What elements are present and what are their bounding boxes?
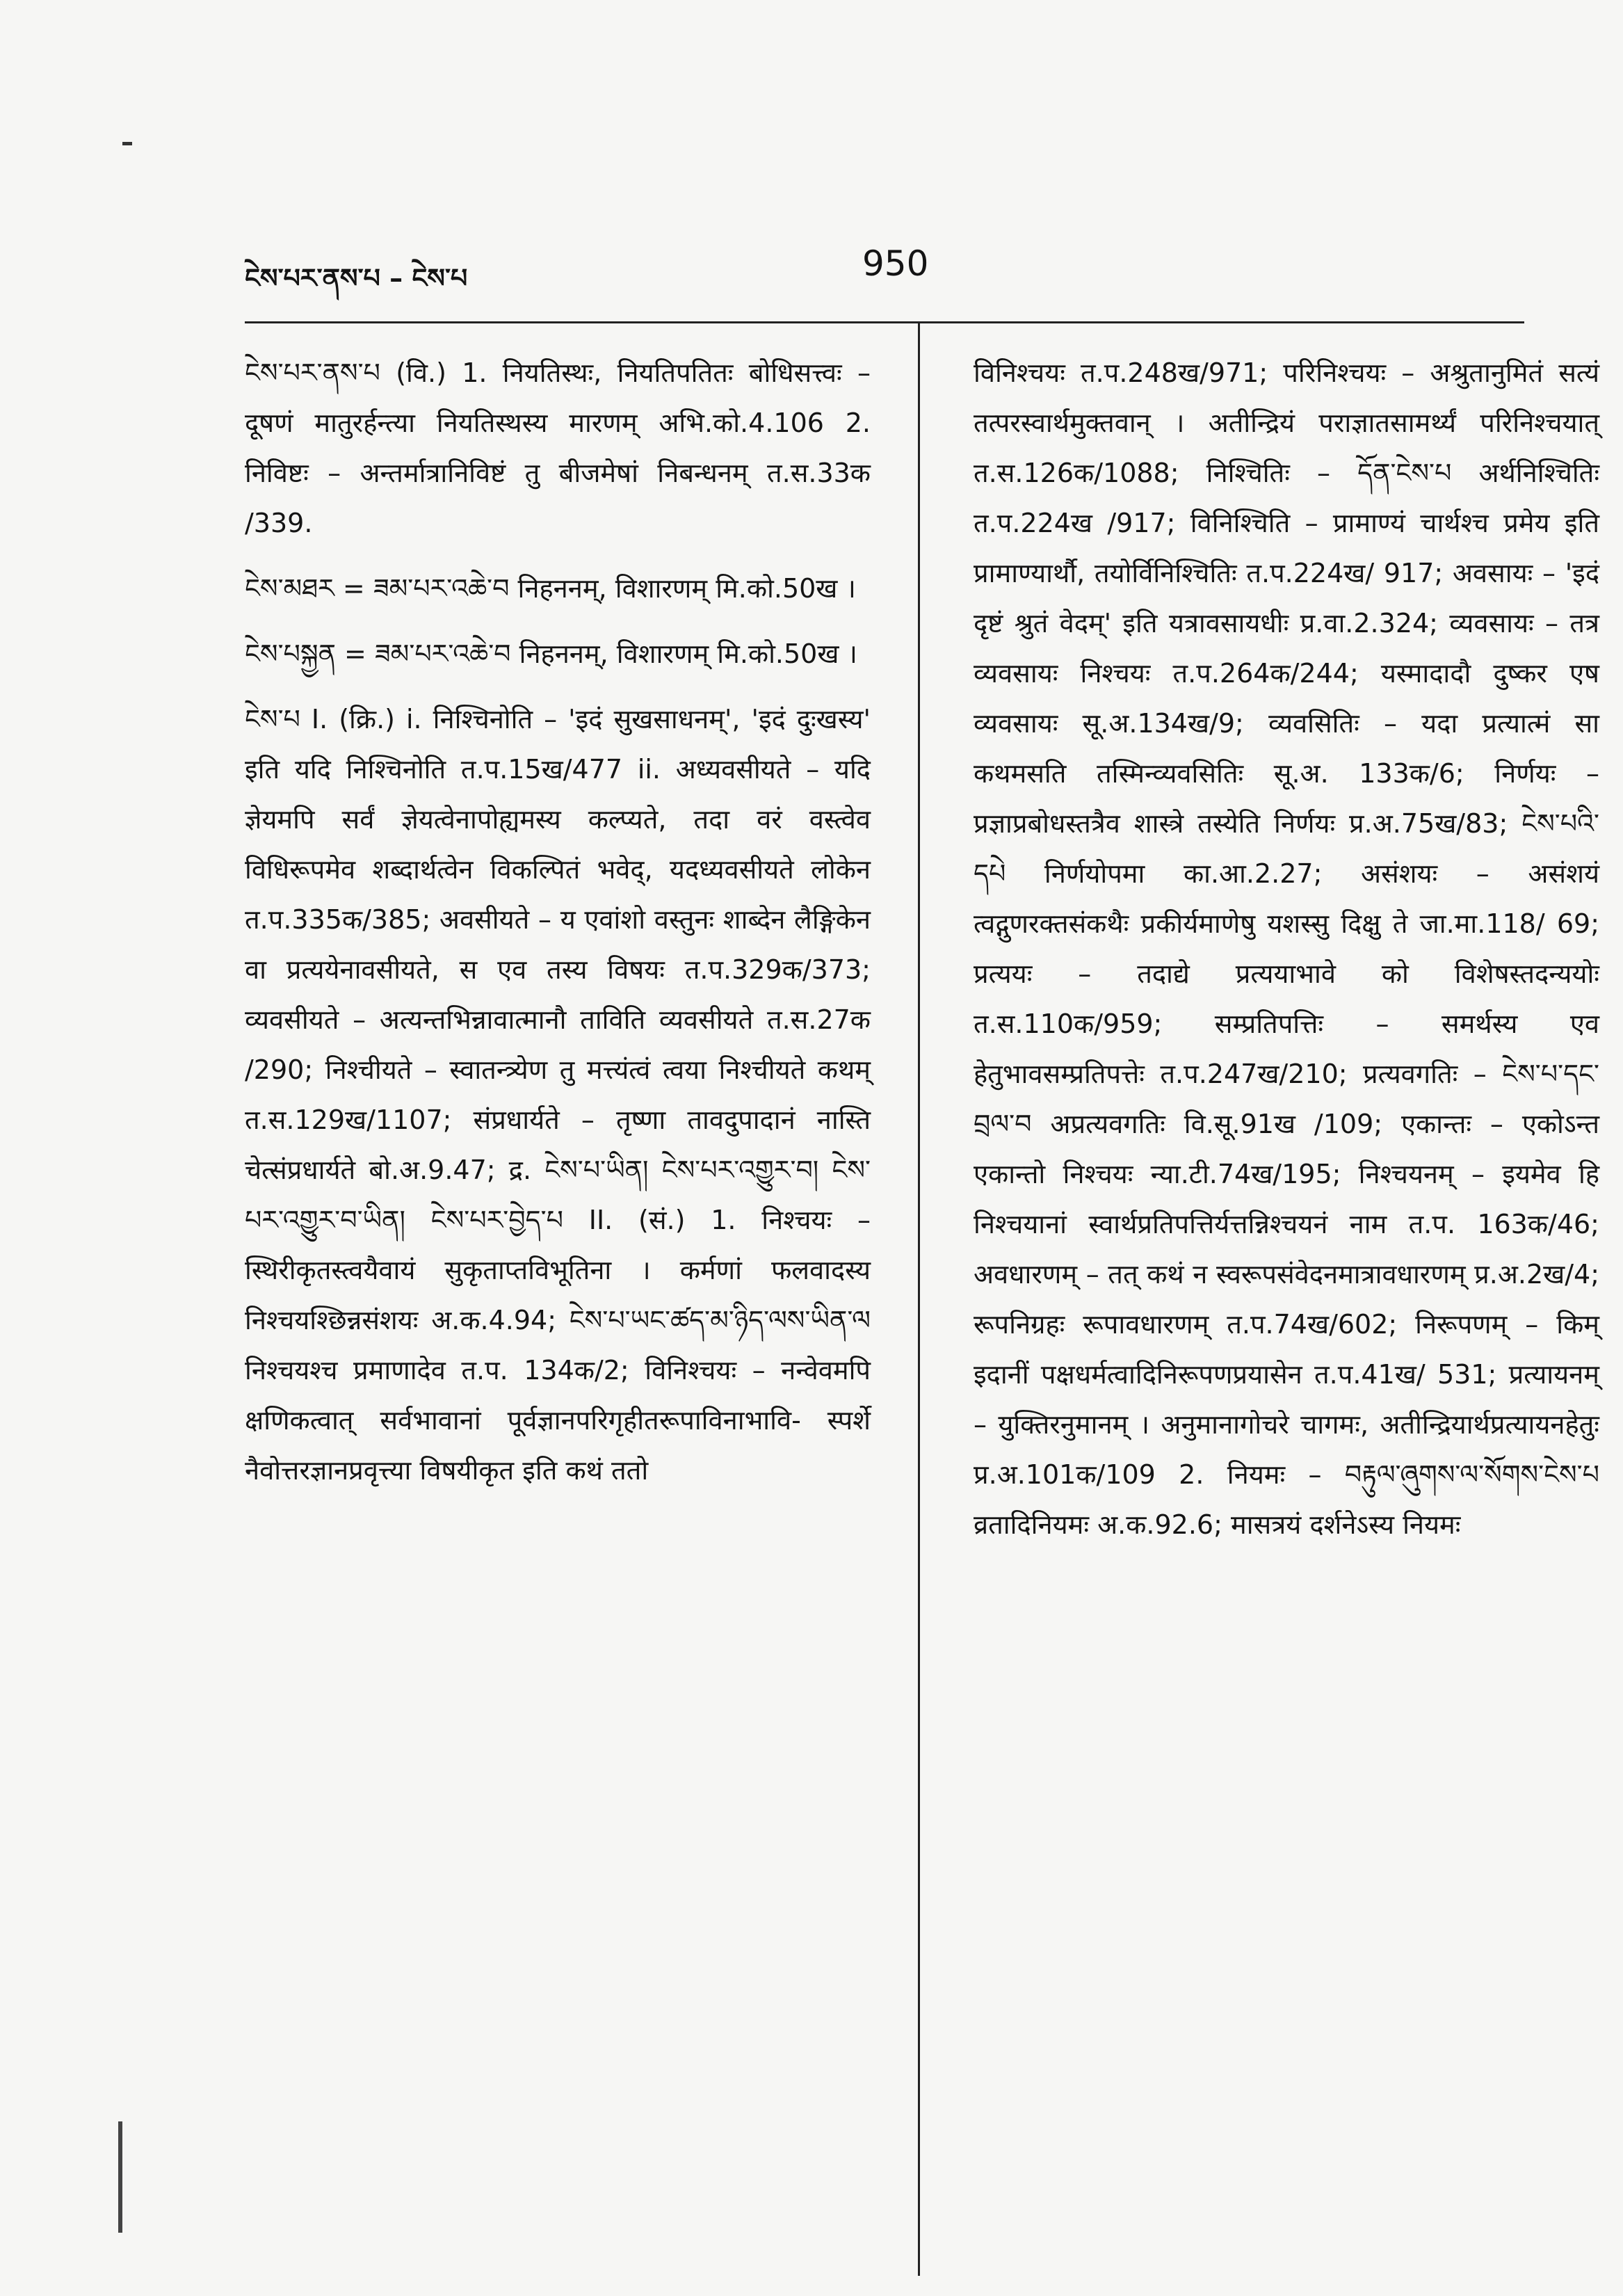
entry-nges-pa: ངེས་པ I. (क्रि.) i. निश्चिनोति – 'इदं सुखसाधनम्', 'इदं दुःखस्य' इति यदि निश्चिनोति त.प.15ख/477 ii. अध्यवसीयते – यदि ज्ञेयमपि सर्वं ज्ञेयत्वेनापोह्यमस्य कल्प्यते, तदा वरं वस्त्वेव विधिरूपमेव शब्दार्थत्वेन विकल्पितं भवेद्, यदध्यवसीयते लोकेन त.प.335क/385; अवसीयते – य एवांशो वस्तुनः शाब्देन लैङ्गिकेन वा प्रत्ययेनावसीयते, स एव तस्य विषयः त.प.329क/373; व्यवसीयते – अत्यन्तभिन्नावात्मानौ ताविति व्यवसीयते त.स.27क /290; निश्चीयते – स्वातन्त्र्येण तु मत्त्यंत्वं त्वया निश्चीयते कथम् त.स.129ख/1107; संप्रधार्यते – तृष्णा तावदुपादानं नास्ति चेत्संप्रधार्यते बो.अ.9.47; द्र. ངེས་པ་ཡིན། ངེས་པར་འགྱུར་བ། ངེས་པར་འགྱུར་བ་ཡིན། ངེས་པར་བྱེད་པ II. (सं.) 1. निश्चयः – स्थिरीकृतस्त्वयैवायं सुकृताप्तविभूतिना । कर्मणां फलवादस्य निश्चयश्छिन्नसंशयः अ.क.4.94; ངེས་པ་ཡང་ཚད་མ་ཉིད་ལས་ཡིན་ལ निश्चयश्च प्रमाणादेव त.प. 134क/2; विनिश्चयः – नन्वेवमपि क्षणिकत्वात् सर्वभावानां पूर्वज्ञानपरिगृहीतरूपाविनाभावि- स्पर्शे नैवोत्तरज्ञानप्रवृत्त्या विषयीकृत इति कथं ततो bbox=[245, 704, 871, 1486]
margin-mark bbox=[122, 142, 132, 145]
column-divider bbox=[918, 321, 920, 2276]
entry-nges-pa-continued: विनिश्चयः त.प.248ख/971; परिनिश्चयः – अश्रुतानुमितं सत्यं तत्परस्वार्थमुक्तवान् । अतीन्द्रियं पराज्ञातसामर्थ्यं परिनिश्चयात् त.स.126क/1088; निश्चितिः – དོན་ངེས་པ अर्थनिश्चितिः त.प.224ख /917; विनिश्चिति – प्रामाण्यं चार्थश्च प्रमेय इति प्रामाण्यार्थौ, तयोर्विनिश्चितिः त.प.224ख/ 917; अवसायः – 'इदं दृष्टं श्रुतं वेदम्' इति यत्रावसायधीः प्र.वा.2.324; व्यवसायः – तत्र व्यवसायः निश्चयः त.प.264क/244; यस्मादादौ दुष्कर एष व्यवसायः सू.अ.134ख/9; व्यवसितिः – यदा प्रत्यात्मं सा कथमसति तस्मिन्व्यवसितिः सू.अ. 133क/6; निर्णयः – प्रज्ञाप्रबोधस्तत्रैव शास्त्रे तस्येति निर्णयः प्र.अ.75ख/83; ངེས་པའི་དཔེ निर्णयोपमा का.आ.2.27; असंशयः – असंशयं त्वद्गुणरक्तसंकथैः प्रकीर्यमाणेषु यशस्सु दिक्षु ते जा.मा.118/ 69; प्रत्ययः – तदाद्ये प्रत्ययाभावे को विशेषस्तदन्ययोः त.स.110क/959; सम्प्रतिपत्तिः – समर्थस्य एव हेतुभावसम्प्रतिपत्तेः त.प.247ख/210; प्रत्यवगतिः – ངེས་པ་དང་བྲལ་བ अप्रत्यवगतिः वि.सू.91ख /109; एकान्तः – एकोऽन्त एकान्तो निश्चयः न्या.टी.74ख/195; निश्चयनम् – इयमेव हि निश्चयानां स्वार्थप्रतिपत्तिर्यत्तन्निश्चयनं नाम त.प. 163क/46; अवधारणम् – तत् कथं न स्वरूपसंवेदनमात्रावधारणम् प्र.अ.2ख/4; रूपनिग्रहः रूपावधारणम् त.प.74ख/602; निरूपणम् – किम् इदानीं पक्षधर्मत्वादिनिरूपणप्रयासेन त.प.41ख/ 531; प्रत्यायनम् – युक्तिरनुमानम् । अनुमानागोचरे चागमः, अतीन्द्रियार्थप्रत्यायनहेतुः प्र.अ.101क/109 2. नियमः – བརྟུལ་ཞུགས་ལ་སོགས་ངེས་པ व्रतादिनियमः अ.क.92.6; मासत्रयं दर्शनेऽस्य नियमः bbox=[974, 358, 1599, 1540]
entry-nges-mthar: ངེས་མཐར = ཟམ་པར་འཆེ་བ निहननम्, विशारणम् मि.को.50ख । bbox=[245, 573, 856, 604]
left-column bbox=[245, 348, 871, 1511]
right-column bbox=[974, 348, 1599, 1565]
header-rule bbox=[245, 321, 1524, 323]
entry-nges-bskyan: ངེས་པསྐྱན = ཟམ་པར་འཆེ་བ निहननम्, विशारणम् मि.को.50ख । bbox=[245, 639, 857, 669]
running-header: ངེས་པར་ནས་པ – ངེས་པ bbox=[245, 263, 468, 294]
binding-mark bbox=[118, 2121, 122, 2233]
entry-nges-par-nas-pa: ངེས་པར་ནས་པ (वि.) 1. नियतिस्थः, नियतिपतितः बोधिसत्त्वः – दूषणं मातुरर्हन्त्या नियतिस्थस्य मारणम् अभि.को.4.106 2. निविष्टः – अन्तर्मात्रानिविष्टं तु बीजमेषां निबन्धनम् त.स.33क /339. bbox=[245, 358, 871, 538]
page-number: 950 bbox=[862, 243, 929, 284]
